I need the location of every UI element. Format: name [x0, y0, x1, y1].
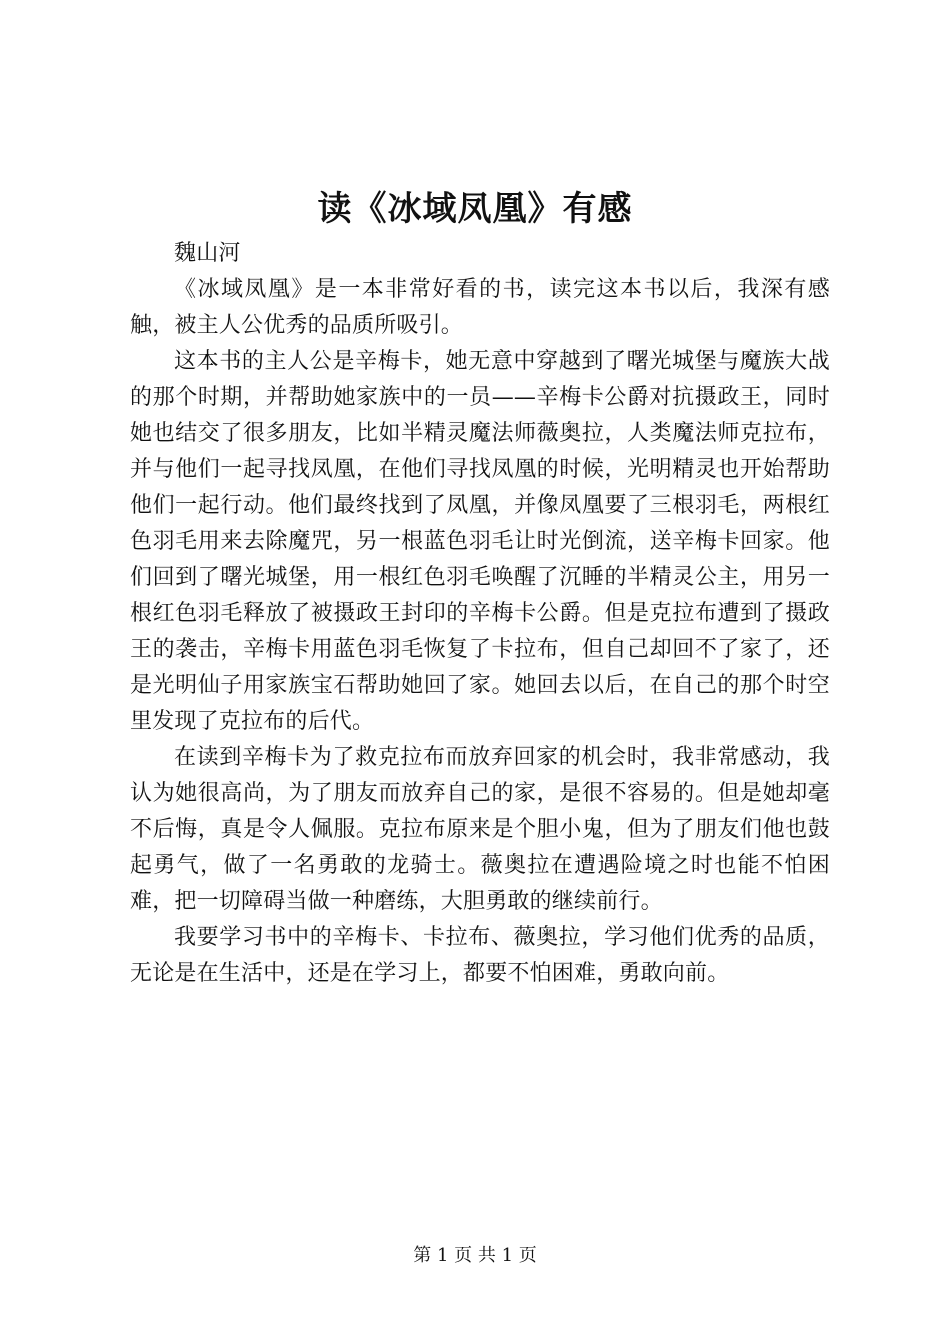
- paragraph-4: 我要学习书中的辛梅卡、卡拉布、薇奥拉，学习他们优秀的品质，无论是在生活中，还是在学习上，都要不怕困难，勇敢向前。: [130, 925, 830, 986]
- page-footer: 第 1 页 共 1 页: [413, 1245, 537, 1266]
- paragraph-2: 这本书的主人公是辛梅卡，她无意中穿越到了曙光城堡与魔族大战的那个时期，并帮助她家族中的一员——辛梅卡公爵对抗摄政王，同时她也结交了很多朋友，比如半精灵魔法师薇奥拉，人类魔法师克拉布，并与他们一起寻找凤凰，在他们寻找凤凰的时候，光明精灵也开始帮助他们一起行动。他们最终找到了凤凰，并像凤凰要了三根羽毛，两根红色羽毛用来去除魔咒，另一根蓝色羽毛让时光倒流，送辛梅卡回家。他们回到了曙光城堡，用一根红色羽毛唤醒了沉睡的半精灵公主，用另一根红色羽毛释放了被摄政王封印的辛梅卡公爵。但是克拉布遭到了摄政王的袭击，辛梅卡用蓝色羽毛恢复了卡拉布，但自己却回不了家了，还是光明仙子用家族宝石帮助她回了家。她回去以后，在自己的那个时空里发现了克拉布的后代。: [130, 349, 830, 734]
- document-title: 读《冰域凤凰》有感: [317, 189, 633, 229]
- paragraph-1: 《冰域凤凰》是一本非常好看的书，读完这本书以后，我深有感触，被主人公优秀的品质所吸引。: [130, 277, 830, 338]
- author-name: 魏山河: [174, 241, 241, 266]
- document-body: [130, 236, 830, 992]
- paragraph-3: 在读到辛梅卡为了救克拉布而放弃回家的机会时，我非常感动，我认为她很高尚，为了朋友而放弃自己的家，是很不容易的。但是她却毫不后悔，真是令人佩服。克拉布原来是个胆小鬼，但为了朋友们他也鼓起勇气，做了一名勇敢的龙骑士。薇奥拉在遭遇险境之时也能不怕困难，把一切障碍当做一种磨练，大胆勇敢的继续前行。: [130, 745, 830, 914]
